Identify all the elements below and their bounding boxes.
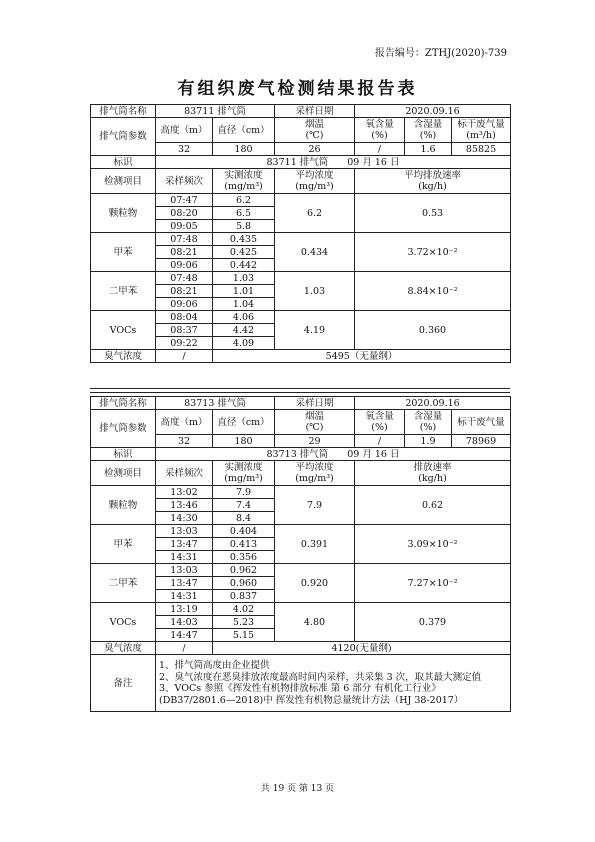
stack-name: 83713 排气筒 [156, 397, 275, 410]
avg-value: 4.80 [275, 603, 355, 642]
item-name: 甲苯 [91, 525, 156, 564]
measured-value: 6.2 [213, 194, 275, 207]
avg-concentration-header [275, 461, 355, 486]
measured-value: 0.425 [213, 246, 275, 259]
flue-temp-value: 26 [275, 143, 355, 156]
sample-time: 08:21 [156, 246, 213, 259]
oxygen-header [355, 410, 405, 435]
measured-value: 5.8 [213, 220, 275, 233]
moisture-header [405, 410, 452, 435]
item-header: 检测项目 [91, 169, 156, 194]
avg-value: 0.434 [275, 233, 355, 272]
moisture-value: 1.6 [405, 143, 452, 156]
identifier-value: 83711 排气筒 09 月 16 日 [156, 156, 511, 169]
measured-value: 0.435 [213, 233, 275, 246]
sample-time: 08:20 [156, 207, 213, 220]
emission-rate-header [355, 461, 511, 486]
concentration-header [213, 169, 275, 194]
emission-rate-header-text: 排放速率 [413, 462, 452, 473]
avg-value: 0.920 [275, 564, 355, 603]
flue-temp-header-text: 烟温 [304, 119, 324, 130]
measured-value: 0.837 [213, 590, 275, 603]
moisture-header-unit: (%) [419, 130, 437, 141]
rate-value: 0.62 [355, 486, 511, 525]
measured-value: 4.06 [213, 311, 275, 324]
item-name: 颗粒物 [91, 194, 156, 233]
measured-value: 0.442 [213, 259, 275, 272]
stack-params-label: 排气筒参数 [91, 410, 156, 448]
table-row [91, 486, 511, 499]
odor-label: 臭气浓度 [91, 642, 156, 655]
measured-value: 8.4 [213, 512, 275, 525]
measured-value: 7.9 [213, 486, 275, 499]
emission-rate-header-text: 平均排放速率 [404, 170, 462, 181]
odor-value: 5495（无量纲） [213, 350, 511, 363]
odor-label: 臭气浓度 [91, 350, 156, 363]
emission-rate-header [355, 169, 511, 194]
table-row [91, 525, 511, 538]
measured-value: 7.4 [213, 499, 275, 512]
sample-time: 09:06 [156, 298, 213, 311]
sample-time: 14:30 [156, 512, 213, 525]
emission-rate-header-unit: (kg/h) [418, 473, 447, 484]
sample-time: 13:46 [156, 499, 213, 512]
concentration-header-unit: (mg/m³) [224, 181, 263, 192]
rate-value: 8.84×10⁻² [355, 272, 511, 311]
report-number: 报告编号：ZTHJ(2020)-739 [374, 48, 507, 59]
measured-value: 6.5 [213, 207, 275, 220]
diameter-value: 180 [213, 143, 275, 156]
remark-line: 3、VOCs 参照《挥发性有机物排放标准 第 6 部分 有机化工行业》(DB37/2801.6—2018)中 挥发性有机物总量统计方法（HJ 38-2017） [159, 683, 464, 706]
avg-value: 6.2 [275, 194, 355, 233]
sample-time: 08:21 [156, 285, 213, 298]
identifier-label: 标识 [91, 156, 156, 169]
diameter-label: 直径（cm） [213, 410, 275, 435]
rate-value: 3.09×10⁻² [355, 525, 511, 564]
identifier-value: 83713 排气筒 09 月 16 日 [156, 448, 511, 461]
flue-temp-header-unit: (℃) [305, 422, 324, 433]
flow-header: 标干废气量(m³/h) [452, 118, 511, 143]
flue-temp-header [275, 410, 355, 435]
item-name: 甲苯 [91, 233, 156, 272]
diameter-value: 180 [213, 435, 275, 448]
table-row [91, 272, 511, 285]
flue-temp-header-unit: (℃) [305, 130, 324, 141]
measured-value: 4.02 [213, 603, 275, 616]
avg-concentration-header-text: 平均浓度 [295, 462, 334, 473]
moisture-header [405, 118, 452, 143]
sample-date: 2020.09.16 [355, 105, 511, 118]
stack-name: 83711 排气筒 [156, 105, 275, 118]
sample-date: 2020.09.16 [355, 397, 511, 410]
avg-concentration-header-unit: (mg/m³) [295, 181, 334, 192]
sample-time: 13:19 [156, 603, 213, 616]
flow-header: 标干废气量 [452, 410, 511, 435]
item-name: VOCs [91, 603, 156, 642]
page-title: 有组织废气检测结果报告表 [177, 79, 418, 99]
height-label: 高度（m） [156, 410, 213, 435]
rate-value: 7.27×10⁻² [355, 564, 511, 603]
moisture-header-text: 含湿量 [413, 411, 443, 422]
odor-frequency: / [156, 642, 213, 655]
sample-time: 07:48 [156, 272, 213, 285]
table-row [91, 311, 511, 324]
table-row [91, 564, 511, 577]
item-name: VOCs [91, 311, 156, 350]
oxygen-header-text: 氧含量 [365, 411, 394, 422]
oxygen-value: / [355, 435, 405, 448]
table-row [91, 194, 511, 207]
remark-line: 2、臭气浓度在恶臭排放浓度最高时间内采样，共采集 3 次，取其最大测定值 [159, 671, 482, 683]
height-value: 32 [156, 143, 213, 156]
sample-time: 07:47 [156, 194, 213, 207]
avg-concentration-header-unit: (mg/m³) [295, 473, 334, 484]
table-row [91, 233, 511, 246]
oxygen-header-text: 氧含量 [365, 119, 394, 130]
sample-time: 14:31 [156, 590, 213, 603]
item-name: 二甲苯 [91, 272, 156, 311]
measured-value: 0.404 [213, 525, 275, 538]
sample-time: 09:05 [156, 220, 213, 233]
remarks-label: 备注 [91, 655, 156, 712]
frequency-header: 采样频次 [156, 461, 213, 486]
stack-83713-table [90, 396, 511, 712]
measured-value: 0.413 [213, 538, 275, 551]
sample-time: 13:02 [156, 486, 213, 499]
height-label: 高度（m） [156, 118, 213, 143]
measured-value: 1.03 [213, 272, 275, 285]
sample-time: 08:37 [156, 324, 213, 337]
item-name: 二甲苯 [91, 564, 156, 603]
avg-value: 1.03 [275, 272, 355, 311]
emission-rate-header-unit: (kg/h) [418, 181, 447, 192]
stack-name-label: 排气筒名称 [91, 105, 156, 118]
flue-temp-header [275, 118, 355, 143]
measured-value: 0.356 [213, 551, 275, 564]
concentration-header-text: 实测浓度 [224, 462, 263, 473]
height-value: 32 [156, 435, 213, 448]
remark-line: 1、排气筒高度由企业提供 [159, 660, 270, 671]
sample-time: 14:03 [156, 616, 213, 629]
page-footer: 共 19 页 第 13 页 [260, 784, 335, 794]
measured-value: 5.23 [213, 616, 275, 629]
avg-concentration-header [275, 169, 355, 194]
oxygen-header-unit: (%) [371, 422, 388, 433]
flow-value: 78969 [452, 435, 511, 448]
rate-value: 0.53 [355, 194, 511, 233]
avg-value: 4.19 [275, 311, 355, 350]
concentration-header-unit: (mg/m³) [224, 473, 263, 484]
odor-value: 4120(无量纲) [213, 642, 511, 655]
avg-concentration-header-text: 平均浓度 [295, 170, 334, 181]
measured-value: 0.962 [213, 564, 275, 577]
sample-time: 14:31 [156, 551, 213, 564]
sample-time: 08:04 [156, 311, 213, 324]
stack-params-label: 排气筒参数 [91, 118, 156, 156]
stack-name-label: 排气筒名称 [91, 397, 156, 410]
oxygen-header-unit: (%) [371, 130, 388, 141]
avg-value: 7.9 [275, 486, 355, 525]
rate-value: 3.72×10⁻² [355, 233, 511, 272]
moisture-header-unit: (%) [419, 422, 437, 433]
measured-value: 0.960 [213, 577, 275, 590]
sample-time: 13:47 [156, 538, 213, 551]
sample-date-label: 采样日期 [275, 397, 355, 410]
rate-value: 0.360 [355, 311, 511, 350]
concentration-header [213, 461, 275, 486]
sample-date-label: 采样日期 [275, 105, 355, 118]
measured-value: 1.04 [213, 298, 275, 311]
stack-83711-table [90, 104, 511, 363]
measured-value: 4.09 [213, 337, 275, 350]
item-header: 检测项目 [91, 461, 156, 486]
sample-time: 14:47 [156, 629, 213, 642]
measured-value: 1.01 [213, 285, 275, 298]
flue-temp-header-text: 烟温 [304, 411, 324, 422]
remarks-content [156, 655, 511, 712]
rate-value: 0.379 [355, 603, 511, 642]
sample-time: 13:03 [156, 564, 213, 577]
identifier-label: 标识 [91, 448, 156, 461]
diameter-label: 直径（cm） [213, 118, 275, 143]
sample-time: 13:03 [156, 525, 213, 538]
odor-frequency: / [156, 350, 213, 363]
flue-temp-value: 29 [275, 435, 355, 448]
flow-value: 85825 [452, 143, 511, 156]
oxygen-header [355, 118, 405, 143]
item-name: 颗粒物 [91, 486, 156, 525]
sample-time: 07:48 [156, 233, 213, 246]
moisture-value: 1.9 [405, 435, 452, 448]
section-divider [90, 388, 510, 393]
frequency-header: 采样频次 [156, 169, 213, 194]
measured-value: 4.42 [213, 324, 275, 337]
sample-time: 13:47 [156, 577, 213, 590]
table-row [91, 603, 511, 616]
sample-time: 09:22 [156, 337, 213, 350]
concentration-header-text: 实测浓度 [224, 170, 263, 181]
oxygen-value: / [355, 143, 405, 156]
sample-time: 09:06 [156, 259, 213, 272]
measured-value: 5.15 [213, 629, 275, 642]
avg-value: 0.391 [275, 525, 355, 564]
moisture-header-text: 含湿量 [413, 119, 443, 130]
